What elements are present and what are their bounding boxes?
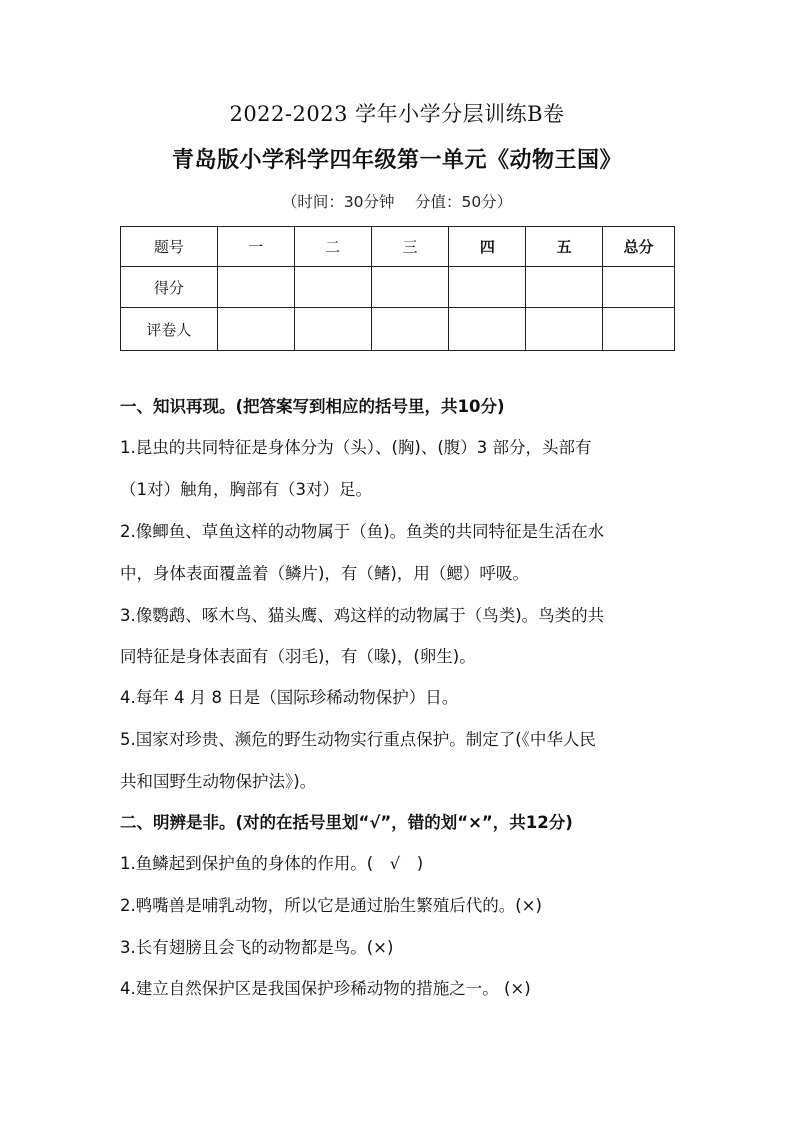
section2-line: 4.建立自然保护区是我国保护珍稀动物的措施之一。 (×): [120, 979, 531, 998]
page-subtitle: 青岛版小学科学四年级第一单元《动物王国》: [171, 148, 622, 173]
score-table-row: [121, 267, 675, 308]
score-header-cell: 题号: [121, 227, 218, 267]
score-cell[interactable]: [449, 308, 526, 351]
section2-heading: 二、明辨是非。(对的在括号里划“√”，错的划“×”，共12分): [120, 813, 573, 832]
score-cell[interactable]: [603, 308, 675, 351]
section2-line: 2.鸭嘴兽是哺乳动物，所以它是通过胎生繁殖后代的。(×): [120, 896, 542, 915]
score-header-cell: 四: [449, 227, 526, 267]
score-cell[interactable]: [294, 308, 371, 351]
score-header-cell: 一: [217, 227, 294, 267]
section1-line: 4.每年 4 月 8 日是（国际珍稀动物保护）日。: [120, 688, 459, 707]
section1-heading: 一、知识再现。(把答案写到相应的括号里，共10分): [120, 397, 505, 416]
score-header-cell: 总分: [603, 227, 675, 267]
section1-line: 3.像鹦鹉、啄木鸟、猫头鹰、鸡这样的动物属于（鸟类)。鸟类的共: [120, 606, 605, 625]
score-cell[interactable]: [449, 267, 526, 308]
section1-line: 5.国家对珍贵、濒危的野生动物实行重点保护。制定了(《中华人民: [120, 730, 596, 749]
score-table-row: [121, 308, 675, 351]
page-title: 2022-2023 学年小学分层训练B卷: [229, 102, 565, 126]
score-table-header-row: [121, 227, 675, 267]
section1-line: 同特征是身体表面有（羽毛)，有（喙)，(卵生)。: [120, 647, 476, 666]
section1-line: 2.像鲫鱼、草鱼这样的动物属于（鱼)。鱼类的共同特征是生活在水: [120, 522, 605, 541]
score-header-cell: 五: [526, 227, 603, 267]
section1-line: 共和国野生动物保护法》)。: [120, 772, 317, 791]
score-row-label: 得分: [121, 267, 218, 308]
score-header-cell: 二: [294, 227, 371, 267]
section2-line: 3.长有翅膀且会飞的动物都是鸟。(×): [120, 938, 394, 957]
section1-line: 中，身体表面覆盖着（鳞片)，有（鳍)，用（鳃）呼吸。: [120, 564, 529, 583]
score-table: [120, 226, 675, 351]
score-cell[interactable]: [526, 267, 603, 308]
score-header-cell: 三: [371, 227, 449, 267]
exam-info: （时间：30分钟 分值：50分）: [281, 193, 513, 211]
section1-line: 1.昆虫的共同特征是身体分为（头）、(胸)、(腹）3 部分，头部有: [120, 438, 592, 457]
score-cell[interactable]: [217, 308, 294, 351]
score-cell[interactable]: [217, 267, 294, 308]
section2-line: 1.鱼鳞起到保护鱼的身体的作用。( √ ): [120, 854, 424, 873]
score-cell[interactable]: [371, 267, 449, 308]
score-cell[interactable]: [294, 267, 371, 308]
section1-line: （1对）触角，胸部有（3对）足。: [120, 480, 372, 499]
score-row-label: 评卷人: [121, 308, 218, 351]
score-cell[interactable]: [603, 267, 675, 308]
score-cell[interactable]: [371, 308, 449, 351]
score-cell[interactable]: [526, 308, 603, 351]
